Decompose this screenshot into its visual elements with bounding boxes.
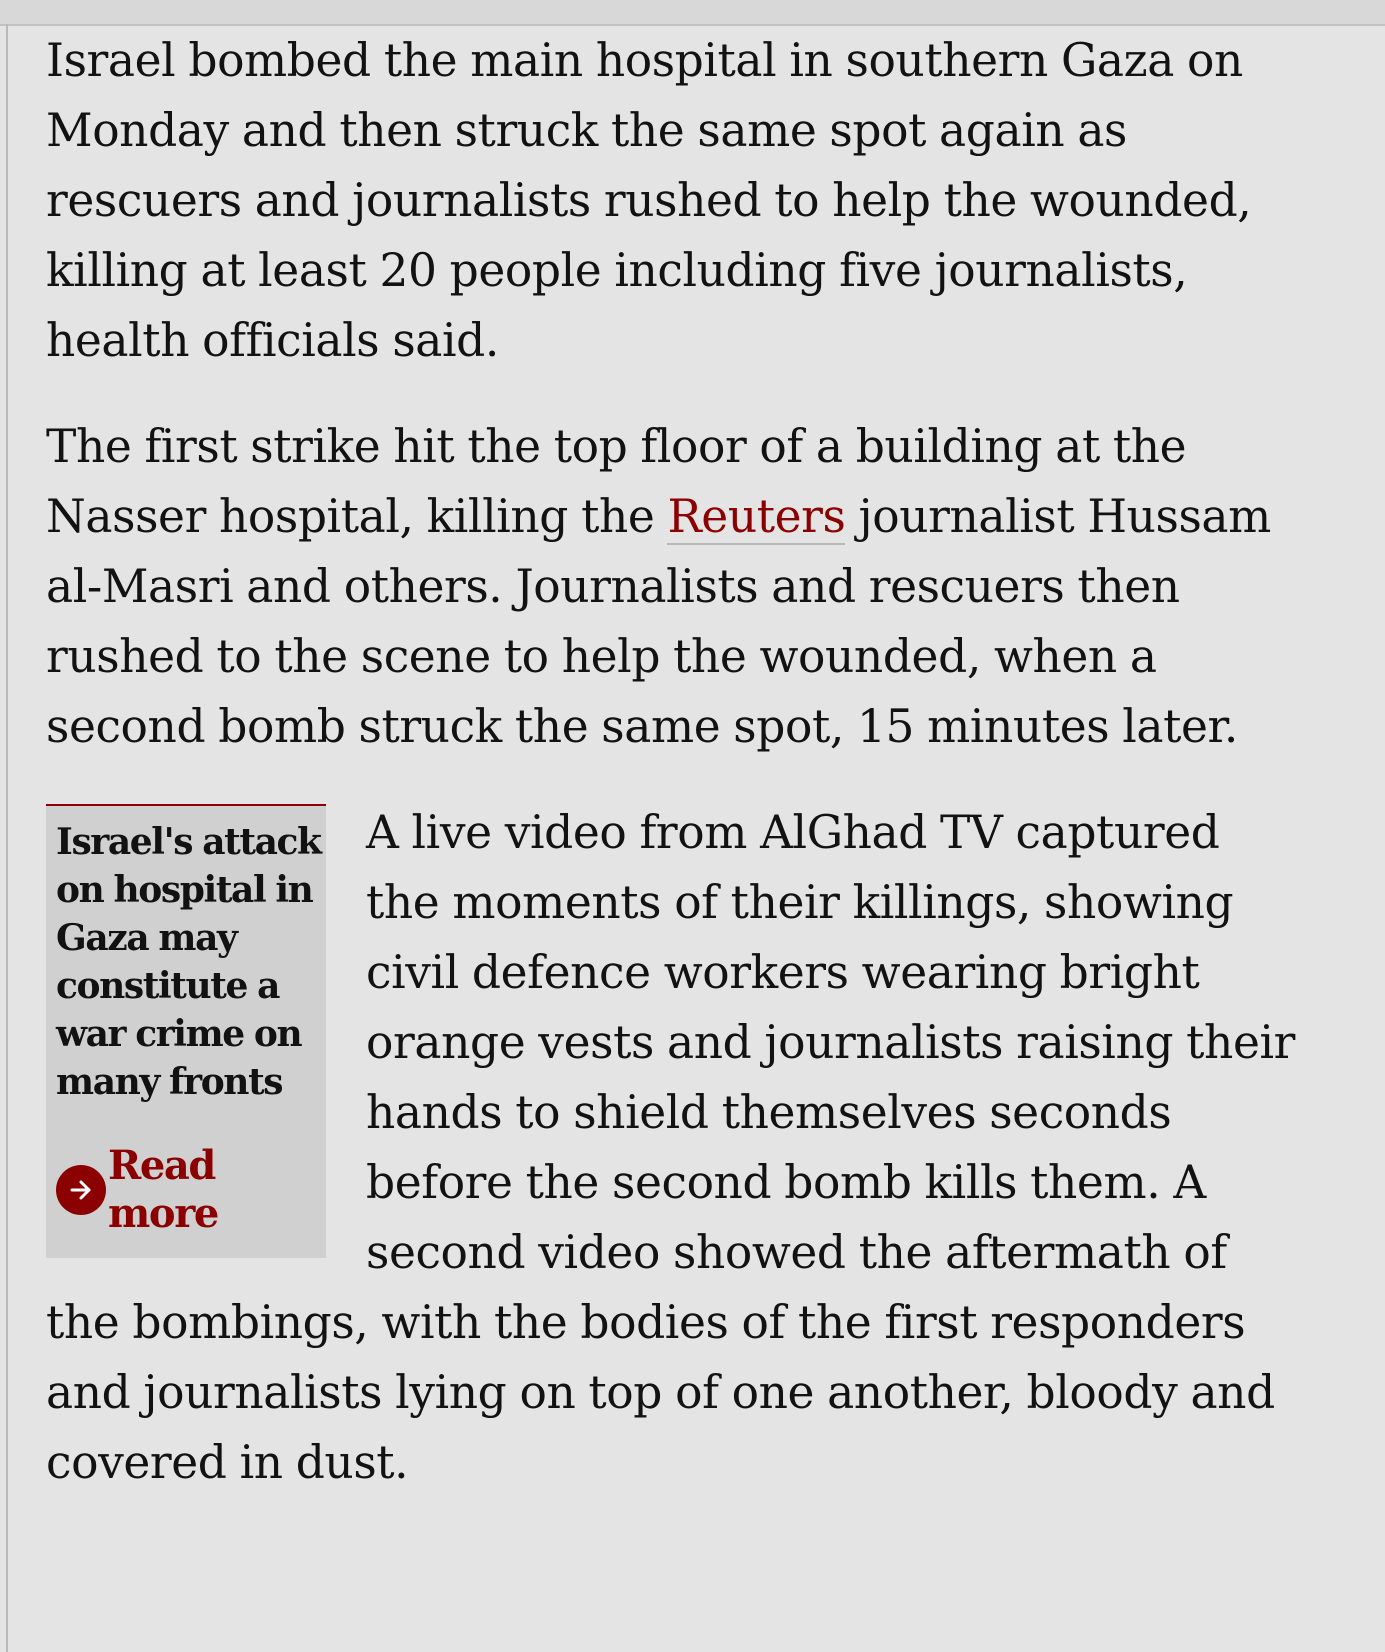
arrow-right-circle-icon [56,1165,106,1215]
paragraph-2 [46,412,1296,762]
related-story-title[interactable]: Israel's attack on hospital in Gaza may constitute a war crime on many fronts [56,821,321,1103]
left-rule [6,24,8,1652]
paragraph-3: A live video from AlGhad TV captured the moments of their killings, showing civil defence workers wearing bright orange vests and journalists raising their hands to shield themselves seconds before the second bomb kills them. A second video showed the aftermath of the bombings, with the bodies of the first responders and journalists lying on top of one another, bloody and covered in dust. [46,806,1295,1489]
paragraph-2-text-start: The first strike hit the top floor of a building at the Nasser hospital, killing the [46,420,1187,543]
read-more-link[interactable] [56,1142,326,1238]
article-body [46,26,1296,1534]
read-more-label: Read more [108,1142,218,1237]
reuters-link[interactable]: Reuters [667,490,846,543]
top-strip [0,0,1385,26]
related-story-card[interactable] [46,804,326,1258]
paragraph-1: Israel bombed the main hospital in southern Gaza on Monday and then struck the same spot again as rescuers and journalists rushed to help the wounded, killing at least 20 people including five journalists, health officials said. [46,34,1252,367]
paragraph-2-text-end: journalist Hussam al-Masri and others. Journalists and rescuers then rushed to the scene to help the wounded, when a second bomb struck the same spot, 15 minutes later. [46,490,1271,753]
